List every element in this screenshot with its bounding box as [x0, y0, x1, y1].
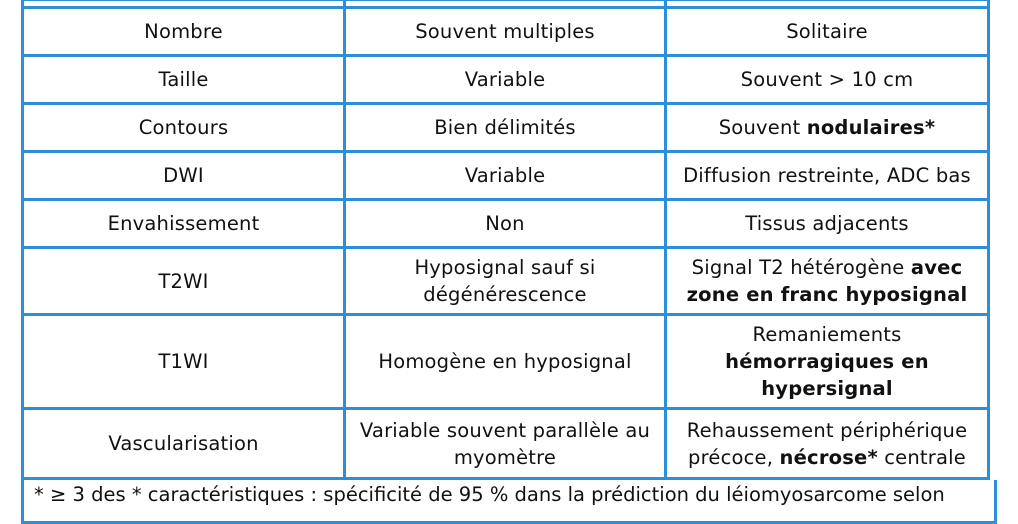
col2-cell: Bien délimités [345, 104, 666, 152]
col3-text: Remaniements [752, 323, 902, 346]
col3-bold-text: hémorragiques en hypersignal [725, 350, 929, 400]
col2-cell: Hyposignal sauf si dégénérescence [345, 248, 666, 315]
table-row-contours [23, 104, 989, 152]
row-label: T1WI [23, 315, 345, 409]
col3-text: Solitaire [786, 20, 868, 43]
table-row-top-edge [23, 0, 989, 8]
col3-text: Signal T2 hétérogène [691, 256, 911, 279]
col2-cell: Non [345, 200, 666, 248]
col3-cell [666, 248, 989, 315]
col3-text-end: centrale [877, 445, 966, 469]
table-row-envahissement [23, 200, 989, 248]
row-label: Contours [23, 104, 345, 152]
col3-cell [666, 56, 989, 104]
col3-bold-text: avec zone en franc hyposignal [686, 256, 968, 306]
col3-cell [666, 200, 989, 248]
col3-text: Souvent > 10 cm [740, 68, 914, 91]
table-row-t2wi [23, 248, 989, 315]
col3-bold-text: nécrose* [779, 445, 878, 469]
col2-cell: Variable souvent parallèle au myomètre [345, 409, 666, 479]
comparison-table-container [21, 0, 987, 524]
row-label: Nombre [23, 8, 345, 56]
col2-cell: Variable [345, 56, 666, 104]
col3-cell [666, 8, 989, 56]
table-row-vascularisation [23, 409, 989, 479]
col3-cell [666, 409, 989, 479]
table-row-t1wi [23, 315, 989, 409]
col3-bold-text: nodulaires* [806, 116, 936, 139]
comparison-table [21, 0, 990, 480]
col3-cell [666, 104, 989, 152]
row-label: Vascularisation [23, 409, 345, 479]
col3-text: Diffusion restreinte, ADC bas [683, 164, 971, 187]
table-cell-empty [666, 0, 989, 8]
table-row-taille [23, 56, 989, 104]
row-label: DWI [23, 152, 345, 200]
col3-cell [666, 315, 989, 409]
col3-text: Tissus adjacents [745, 212, 909, 235]
col3-text: Souvent [718, 116, 807, 139]
table-row-nombre [23, 8, 989, 56]
col3-cell [666, 152, 989, 200]
col2-cell: Homogène en hyposignal [345, 315, 666, 409]
table-cell-empty [345, 0, 666, 8]
row-label: Taille [23, 56, 345, 104]
row-label: Envahissement [23, 200, 345, 248]
col2-cell: Variable [345, 152, 666, 200]
footnote: * ≥ 3 des * caractéristiques : spécificité de 95 % dans la prédiction du léiomyosarcome selon [21, 480, 997, 524]
table-row-dwi [23, 152, 989, 200]
table-cell-empty [23, 0, 345, 8]
col3-text: Rehaussement périphérique précoce, [686, 418, 968, 469]
row-label: T2WI [23, 248, 345, 315]
col2-cell: Souvent multiples [345, 8, 666, 56]
